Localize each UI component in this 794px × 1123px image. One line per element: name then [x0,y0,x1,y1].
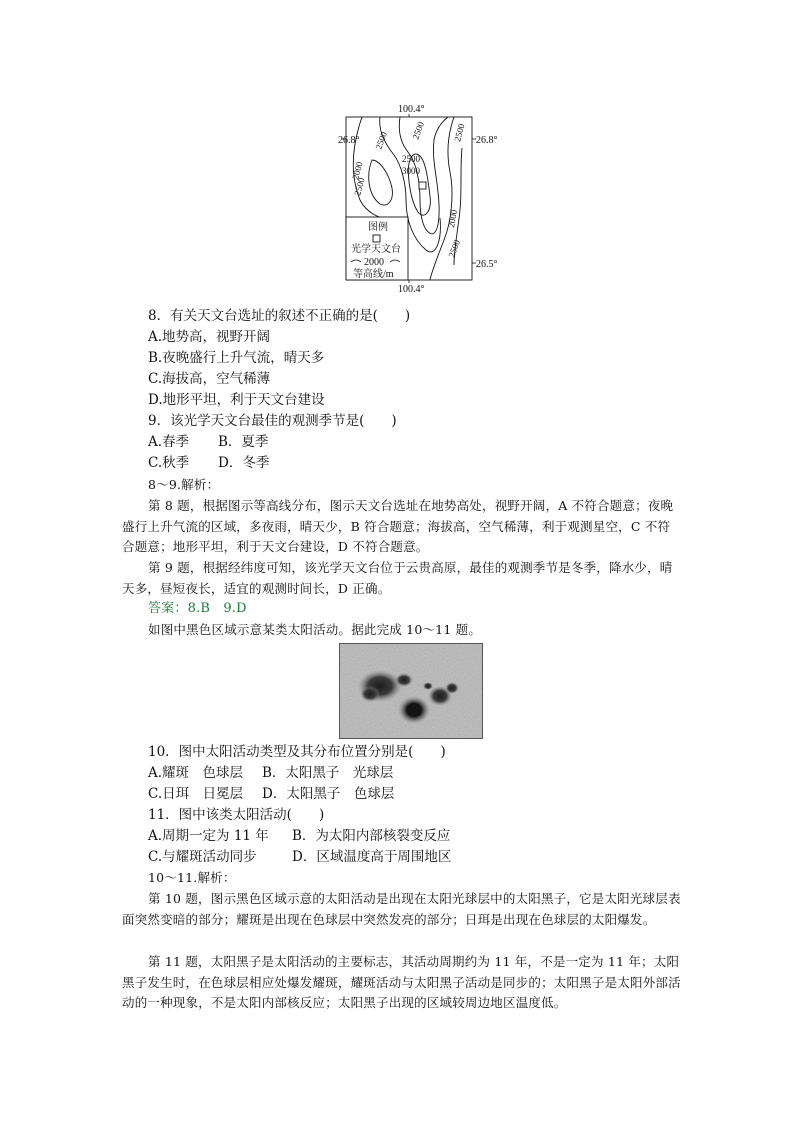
q11-option-b: B．为太阳内部核裂变反应 [292,828,451,844]
contour-map-figure [336,100,516,300]
svg-text:2000: 2000 [446,208,460,229]
exp89-answer: 答案：8.B 9.D [148,601,247,616]
map-lat-left: 26.8° [338,135,360,146]
legend-contour-label: 等高线/m [353,269,394,280]
q9-option-c: C.秋季 [148,455,190,471]
exp1011-para-1: 第 10 题，图示黑色区域示意的太阳活动是出现在太阳光球层中的太阳黑子，它是太阳光球层表面突然变暗的部分；耀斑是出现在色球层中突然发亮的部分；日珥是出现在色球层的太阳爆发。 [122,891,681,927]
map-legend [346,217,408,280]
intro-10-11: 如图中黑色区域示意某类太阳活动。据此完成 10～11 题。 [148,622,482,637]
sunspot-image [339,643,483,739]
q9-stem: 9．该光学天文台最佳的观测季节是( ) [148,413,397,429]
map-lat-right-bottom: 26.5° [476,259,498,270]
svg-text:2500: 2500 [402,154,420,164]
q10-option-a: A.耀斑 色球层 [148,765,244,781]
exp89-para-1: 第 8 题，根据图示等高线分布，图示天文台选址在地势高处，视野开阔，A 不符合题意；夜晚盛行上升气流的区域，多夜雨，晴天少，B 符合题意；海拔高，空气稀薄，利于观测星空，C 不符合题意；地形平坦，利于天文台建设，D 不符合题意。 [122,498,674,554]
q10-stem: 10．图中太阳活动类型及其分布位置分别是( ) [148,744,446,760]
q9-option-b: B．夏季 [218,434,269,450]
svg-text:2500: 2500 [446,238,463,259]
svg-text:2500: 2500 [452,122,467,143]
q10-option-b: B．太阳黑子 光球层 [262,765,394,781]
q8-stem: 8．有关天文台选址的叙述不正确的是( ) [148,308,411,324]
exp1011-label: 10～11.解析： [148,870,236,885]
q11-option-d: D．区域温度高于周围地区 [292,849,452,865]
q11-stem: 11．图中该类太阳活动( ) [148,807,325,823]
q8-option-d: D.地形平坦，利于天文台建设 [148,392,325,408]
map-lat-right-top: 26.8° [476,135,498,146]
q10-option-d: D．太阳黑子 色球层 [262,786,395,802]
legend-observatory: 光学天文台 [351,244,401,255]
q11-option-a: A.周期一定为 11 年 [148,828,269,844]
q9-option-d: D．冬季 [218,455,270,471]
svg-text:2500: 2500 [352,176,367,197]
q11-option-c: C.与耀斑活动同步 [148,849,257,865]
observatory-marker [419,182,426,189]
svg-text:2500: 2500 [373,130,390,151]
svg-text:3000: 3000 [402,166,420,176]
q8-option-a: A.地势高，视野开阔 [148,329,271,345]
map-lon-top: 100.4° [398,104,425,115]
legend-contour-value: 2000 [364,257,384,268]
exp89-label: 8～9.解析： [148,477,220,492]
exp89-para-2: 第 9 题，根据经纬度可知，该光学天文台位于云贵高原，最佳的观测季节是冬季，降水少，晴天多，昼短夜长，适宜的观测时间长，D 正确。 [122,560,673,596]
q8-option-c: C.海拔高，空气稀薄 [148,371,271,387]
q10-option-c: C.日珥 日冕层 [148,786,244,802]
legend-title: 图例 [368,222,388,233]
map-lon-bottom: 100.4° [398,284,425,295]
legend-observatory-icon [373,235,380,242]
exp1011-para-2: 第 11 题，太阳黑子是太阳活动的主要标志，其活动周期约为 11 年，不是一定为 11 年；太阳黑子发生时，在色球层相应处爆发耀斑，耀斑活动与太阳黑子活动是同步的；太阳黑子是太阳外部活动的一种现象，不是太阳内部核反应；太阳黑子出现的区域较周边地区温度低。 [122,954,681,1010]
q9-option-a: A.春季 [148,434,190,450]
svg-text:2000: 2000 [350,160,365,181]
q8-option-b: B.夜晚盛行上升气流，晴天多 [148,350,325,366]
svg-text:2500: 2500 [410,120,427,141]
